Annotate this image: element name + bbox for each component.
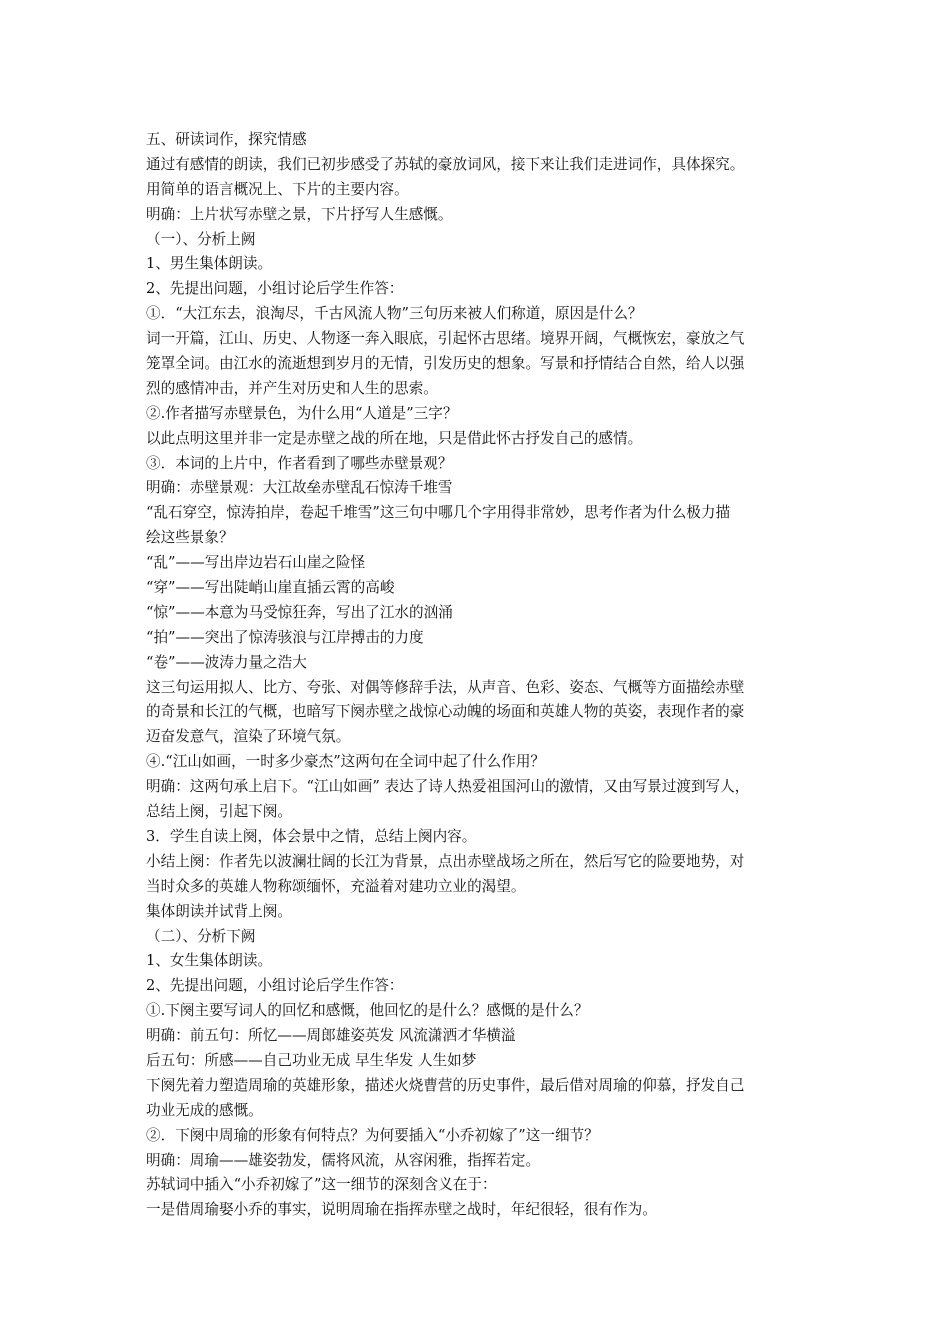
text-line: 这三句运用拟人、比方、夸张、对偶等修辞手法，从声音、色彩、姿态、气概等方面描绘赤壁 [146,678,745,696]
text-line: 2、先提出问题，小组讨论后学生作答： [146,280,404,298]
text-line: 2、先提出问题，小组讨论后学生作答： [146,977,404,995]
text-line: 3．学生自读上阕，体会景中之情，总结上阕内容。 [146,827,477,845]
question-line: ②.作者描写赤壁景色，为什么用“人道是”三字？ [146,404,458,422]
text-line: “乱”——写出岸边岩石山崖之险怪 [146,554,366,572]
text-line: 笼罩全词。由江水的流逝想到岁月的无情，引发历史的想象。写景和抒情结合自然，给人以强 [146,355,745,373]
text-line: 明确：这两句承上启下。“江山如画” 表达了诗人热爱祖国河山的激情，又由写景过渡到写人， [146,778,750,796]
text-line: 用简单的语言概况上、下片的主要内容。 [146,180,409,198]
text-line: 迈奋发意气，渲染了环境气氛。 [146,728,351,746]
text-line: 通过有感情的朗读，我们已初步感受了苏轼的豪放词风，接下来让我们走进词作，具体探究。 [146,155,745,173]
text-line: 绘这些景象？ [146,529,234,547]
subsection-heading: （一）、分析上阙 [146,230,256,248]
question-line: ②．下阕中周瑜的形象有何特点？为何要插入“小乔初嫁了”这一细节？ [146,1126,599,1144]
text-line: 烈的感情冲击，并产生对历史和人生的思索。 [146,379,438,397]
text-line: 后五句：所感——自己功业无成 早生华发 人生如梦 [146,1051,477,1069]
text-line: 明确：赤壁景观：大江故垒赤壁乱石惊涛千堆雪 [146,479,453,497]
text-line: “惊”——本意为马受惊狂奔，写出了江水的汹涌 [146,603,453,621]
text-line: 功业无成的感慨。 [146,1101,263,1119]
section-heading: 五、研读词作，探究情感 [146,131,307,148]
text-line: 明确：周瑜——雄姿勃发，儒将风流，从容闲雅，指挥若定。 [146,1151,541,1169]
text-line: 集体朗读并试背上阕。 [146,902,292,920]
question-line: ③．本词的上片中，作者看到了哪些赤壁景观？ [146,454,453,472]
text-line: 总结上阕，引起下阕。 [146,803,292,821]
text-line: 下阕先着力塑造周瑜的英雄形象，描述火烧曹营的历史事件，最后借对周瑜的仰慕，抒发自己 [146,1076,745,1094]
text-line: “穿”——写出陡峭山崖直插云霄的高峻 [146,579,395,597]
text-line: “拍”——突出了惊涛骇浪与江岸搏击的力度 [146,628,424,646]
question-line: ①．“大江东去，浪淘尽，千古风流人物”三句历来被人们称道，原因是什么？ [146,305,643,323]
text-line: “乱石穿空，惊涛拍岸，卷起千堆雪”这三句中哪几个字用得非常妙，思考作者为什么极力描 [146,504,731,522]
text-line: “卷”——波涛力量之浩大 [146,653,307,671]
question-line: ④.“江山如画，一时多少豪杰”这两句在全词中起了什么作用？ [146,753,546,771]
text-line: 明确：上片状写赤壁之景，下片抒写人生感慨。 [146,205,453,223]
text-line: 当时众多的英雄人物称颂缅怀，充溢着对建功立业的渴望。 [146,877,526,895]
text-line: 以此点明这里并非一定是赤壁之战的所在地，只是借此怀古抒发自己的感情。 [146,429,643,447]
text-line: 词一开篇，江山、历史、人物逐一奔入眼底，引起怀古思绪。境界开阔，气概恢宏，豪放之气 [146,330,745,348]
text-line: 1、女生集体朗读。 [146,952,273,970]
text-line: 一是借周瑜娶小乔的事实，说明周瑜在指挥赤壁之战时，年纪很轻，很有作为。 [146,1201,657,1219]
text-line: 的奇景和长江的气概，也暗写下阕赤壁之战惊心动魄的场面和英雄人物的英姿，表现作者的豪 [146,703,745,721]
text-line: 1、男生集体朗读。 [146,255,273,273]
text-line: 苏轼词中插入“小乔初嫁了”这一细节的深刻含义在于： [146,1176,497,1194]
subsection-heading: （二）、分析下阙 [146,927,256,945]
text-line: 明确：前五句：所忆——周郎雄姿英发 风流潇洒才华横溢 [146,1027,516,1045]
document-body [146,128,826,1223]
question-line: ①.下阕主要写词人的回忆和感慨，他回忆的是什么？感慨的是什么？ [146,1002,589,1020]
text-line: 小结上阕：作者先以波澜壮阔的长江为背景，点出赤壁战场之所在，然后写它的险要地势，对 [146,852,745,870]
